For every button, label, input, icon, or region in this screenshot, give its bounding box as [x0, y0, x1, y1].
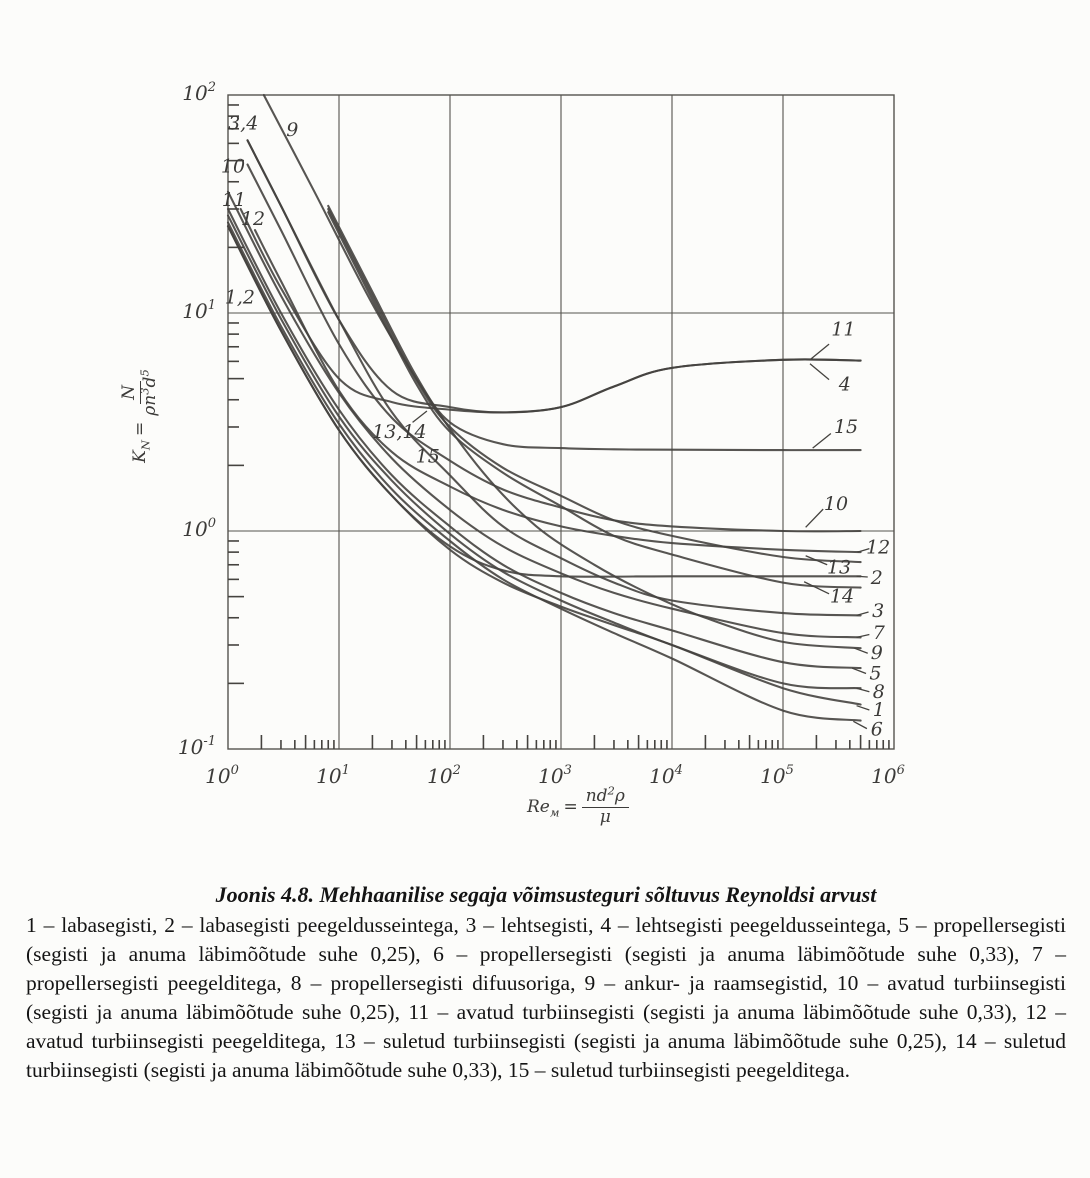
tick-label: $10^2$ [182, 80, 216, 105]
curve-15 [328, 206, 860, 450]
y-axis-fraction [118, 367, 160, 418]
curve-label-3,4: 3,4 [228, 112, 259, 135]
curve-label-15: 15 [415, 445, 440, 468]
leader-line [857, 576, 868, 577]
curve-label-10: 10 [823, 493, 849, 516]
tick-label: $10^2$ [427, 763, 461, 788]
x-axis-fraction [582, 783, 629, 827]
curve-label-1,2: 1,2 [224, 286, 256, 309]
tick-label: $10^4$ [649, 763, 683, 788]
curve-1 [228, 226, 861, 704]
y-axis-denominator: $\rho n^3d^5$ [136, 369, 160, 416]
tick-label: $10^1$ [316, 763, 350, 788]
tick-label: $10^{-1}$ [177, 734, 216, 759]
equals-sign: = [130, 421, 150, 436]
x-axis-symbol: $Re_м$ [527, 797, 560, 820]
equals-sign: = [563, 797, 578, 818]
curve-label-7: 7 [872, 622, 885, 645]
leader-line [857, 635, 870, 638]
x-axis-denominator: μ [599, 806, 611, 827]
tick-label: $10^1$ [182, 298, 216, 323]
y-axis-symbol: $K_N$ [130, 440, 153, 463]
curve-8 [228, 216, 861, 689]
leader-line [857, 612, 869, 615]
leader-line [853, 721, 867, 728]
curve-label-9: 9 [286, 119, 299, 142]
curve-label-5: 5 [869, 662, 882, 685]
caption-title: Joonis 4.8. Mehhaanilise segaja võimsusteguri sõltuvus Reynoldsi arvust [215, 882, 877, 907]
curve-label-12: 12 [240, 207, 266, 230]
curve-label-1: 1 [872, 698, 885, 721]
tick-label: $10^0$ [205, 763, 239, 788]
curve-label-8: 8 [872, 680, 885, 703]
tick-label: $10^6$ [871, 763, 905, 788]
curve-label-14: 14 [829, 585, 855, 608]
tick-label: $10^0$ [182, 516, 216, 541]
y-axis-numerator: N [121, 381, 141, 404]
curve-label-2: 2 [870, 566, 883, 589]
curve-label-13: 13 [826, 556, 852, 579]
curve-label-13,14: 13,14 [372, 420, 427, 443]
leader-line [804, 582, 829, 594]
curve-label-10: 10 [220, 155, 246, 178]
curve-7 [228, 192, 861, 638]
leader-line [810, 364, 829, 380]
curve-label-11: 11 [221, 188, 246, 211]
x-axis-title [527, 783, 629, 827]
figure-caption [26, 882, 1066, 1085]
y-axis-title [109, 327, 171, 503]
curve-9 [264, 95, 861, 648]
leader-line [813, 434, 831, 449]
curve-label-12: 12 [866, 536, 891, 559]
leader-line [810, 344, 829, 360]
caption-body: 1 – labasegisti, 2 – labasegisti peegeldusseintega, 3 – lehtsegisti, 4 – lehtsegisti peegeldusseintega, 5 – propellersegisti (segisti ja anuma läbimõõtude suhe 0,25), 6 – propellersegisti (segisti ja anuma läbimõõtude suhe 0,33), 7 – propellersegisti peegelditega, 8 – propellersegisti difuusoriga, 9 – ankur- ja raamsegistid, 10 – avatud turbiinsegisti (segisti ja anuma läbimõõtude suhe 0,25), 11 – avatud turbiinsegisti (segisti ja anuma läbimõõtude suhe 0,33), 12 – avatud turbiinsegisti peegelditega, 13 – suletud turbiinsegisti (segisti ja anuma läbimõõtude suhe 0,25), 14 – suletud turbiinsegisti (segisti ja anuma läbimõõtude suhe 0,33), 15 – suletud turbiinsegisti peegelditega. [26, 913, 1066, 1082]
curve-13 [328, 209, 860, 562]
curve-label-4: 4 [838, 373, 851, 396]
curve-label-6: 6 [870, 718, 883, 741]
leader-line [857, 688, 870, 692]
curve-label-9: 9 [870, 642, 883, 665]
curve-label-3: 3 [872, 599, 885, 622]
curve-label-15: 15 [833, 415, 859, 438]
tick-label: $10^5$ [760, 763, 794, 788]
leader-line [806, 509, 823, 527]
curve-2 [228, 226, 861, 577]
tick-label: $10^3$ [538, 763, 572, 788]
curve-label-11: 11 [831, 318, 856, 341]
leader-line [857, 706, 870, 710]
x-axis-numerator: $nd^2\rho$ [582, 788, 629, 808]
curve-6 [228, 223, 861, 721]
